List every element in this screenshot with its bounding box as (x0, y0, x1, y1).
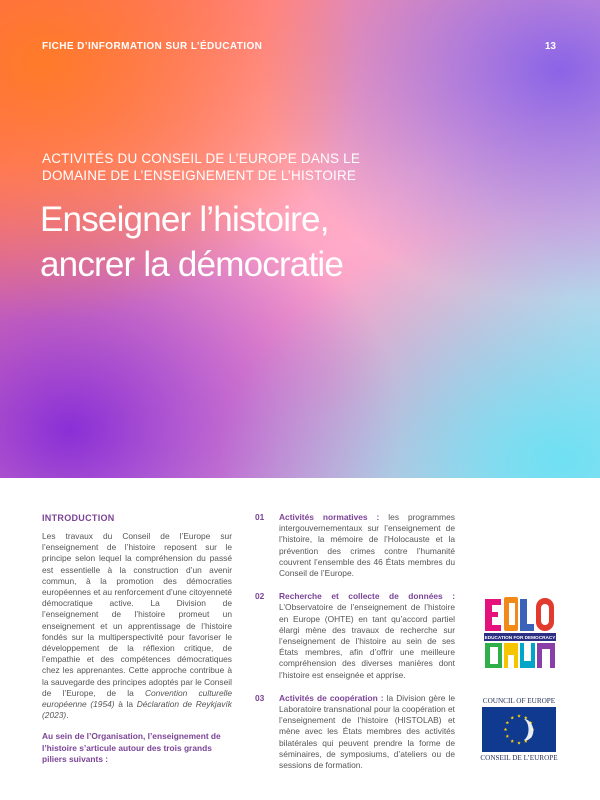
introduction-paragraph (42, 531, 232, 721)
page-title-line: Enseigner l’histoire, (40, 200, 329, 239)
pillar-title: Activités de coopération : (279, 692, 384, 703)
pillar-text (279, 591, 455, 681)
pillar-text (279, 693, 455, 771)
intro-text: Les travaux du Conseil de l’Europe sur l’enseignement de l’histoire reposent sur le principe selon lequel la compréhension du passé est essentielle à la construction d’un avenir commun, à la promotion des démocraties européennes et au renforcement d’une citoyenneté démocratique active. La Division de l’enseignement de l’histoire promeut un enseignement et un apprentissage de l’histoire fondés sur la multiperspectivité pour favoriser le développement de la réflexion critique, de l’empathie et des compétences démocratiques chez les apprenantes. Cette approche contribue à la sauvegarde des principes adoptés par le Conseil de l’Europe, de la (42, 531, 232, 698)
pillar-number: 01 (255, 512, 265, 522)
pillar-title: Activités normatives : (279, 512, 380, 522)
pillar-description: la Division gère le Laboratoire transnational pour la coopération et l’enseignement de l’histoire (HISTOLAB) et mène avec les États membres des activités bilatérales qui peuvent prendre la forme de séminaires, de symposiums, d’ateliers ou de sessions de formation. (279, 692, 455, 771)
coe-flag-field (482, 707, 556, 752)
pillar-title: Recherche et collecte de données : (279, 591, 455, 602)
list-item (255, 693, 455, 771)
education-for-democracy-logo (484, 597, 556, 669)
pillar-text (279, 512, 455, 579)
pillar-number: 02 (255, 591, 265, 602)
list-item (255, 512, 455, 579)
page-title (40, 197, 500, 287)
hero-kicker-line: DOMAINE DE L’ENSEIGNEMENT DE L’HISTOIRE (42, 168, 357, 183)
introduction-lead-in: Au sein de l’Organisation, l’enseignement de l’histoire s’articule autour des trois grands piliers suivants : (42, 731, 221, 764)
list-item (255, 591, 455, 681)
intro-text: à la (114, 699, 137, 710)
pillar-description: les programmes intergouvernementaux sur l’enseignement de l’histoire, la mémoire de l’Holocauste et la prévention des crimes contre l’humanité couvrent l’ensemble des 46 États membres du Conseil de l’Europe. (279, 512, 455, 579)
coe-name-french: CONSEIL DE L’EUROPE (480, 754, 558, 762)
pillars-list (255, 512, 455, 783)
introduction-heading: INTRODUCTION (42, 513, 115, 523)
introduction-section (42, 513, 232, 765)
hero-kicker-line: ACTIVITÉS DU CONSEIL DE L’EUROPE DANS LE (42, 151, 361, 166)
council-of-europe-flag-icon (482, 707, 556, 752)
intro-text: . (66, 710, 69, 721)
pillar-number: 03 (255, 692, 265, 703)
document-category-label: FICHE D’INFORMATION SUR L’ÉDUCATION (42, 41, 263, 52)
coe-name-english: COUNCIL OF EUROPE (482, 697, 556, 705)
page-number: 13 (544, 41, 556, 52)
pillar-description: L’Observatoire de l’enseignement de l’histoire en Europe (OHTE) en tant qu’accord partiel élargi mène des travaux de recherche sur l’enseignement de l’histoire au sein de ses États membres, afin d’offrir une meilleure compréhension des diverses manières dont l’histoire est enseignée et apprise. (279, 602, 455, 680)
hero-kicker (42, 150, 462, 184)
page-title-line: ancrer la démocratie (40, 245, 344, 284)
education-logo-text: EDUCATION FOR DEMOCRACY (484, 635, 556, 641)
intro-citation-declaration: Déclaration de Reykjavík (2023) (42, 699, 232, 721)
intro-citation-convention: Convention culturelle européenne (1954) (42, 687, 233, 710)
